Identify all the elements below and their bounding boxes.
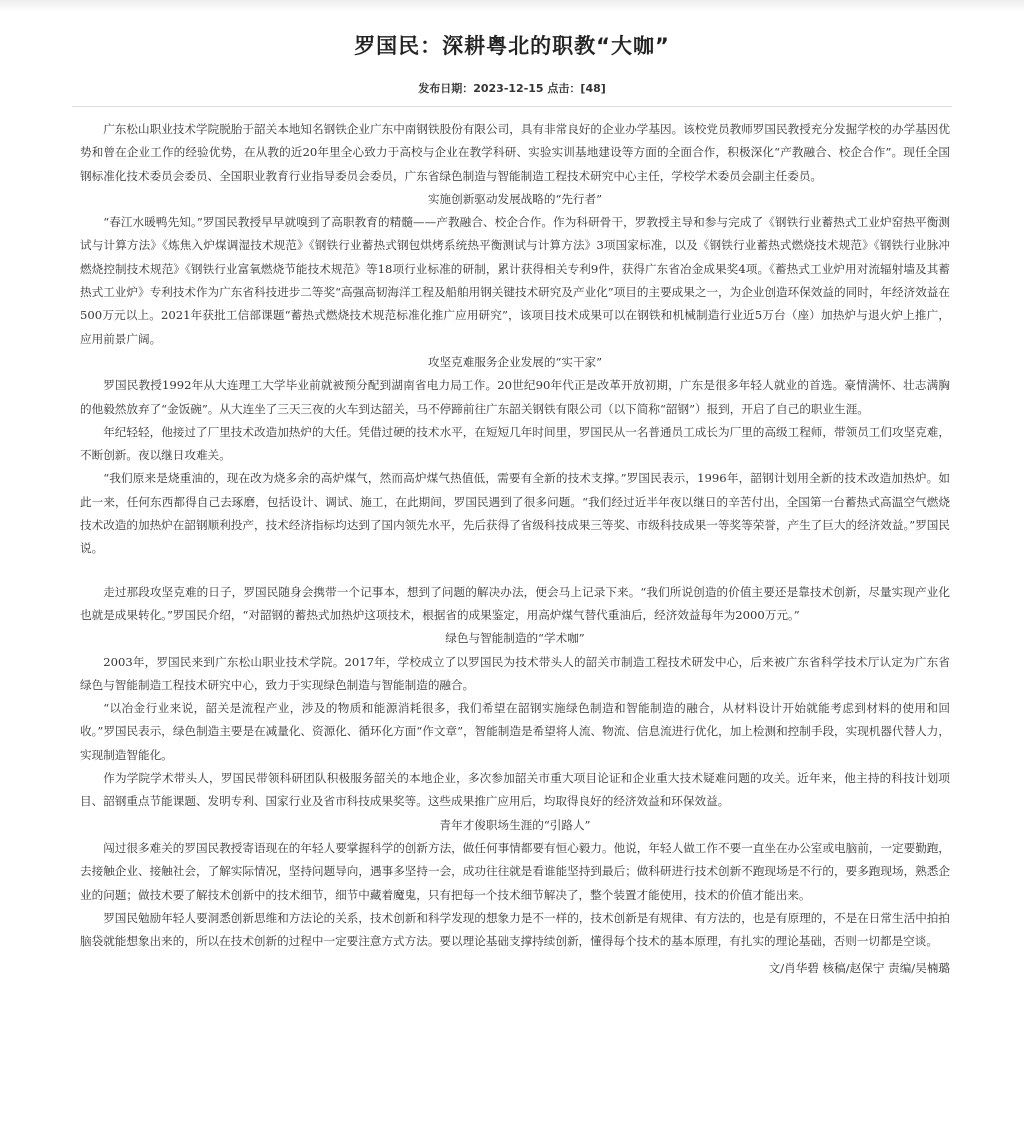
- article-meta: [0, 80, 1024, 96]
- article-title: 罗国民：深耕粤北的职教“大咖”: [354, 34, 670, 58]
- paragraph: 作为学院学术带头人，罗国民带领科研团队积极服务韶关的本地企业，多次参加韶关市重大项目论证和企业重大技术疑难问题的攻关。近年来，他主持的科技计划项目、韶钢重点节能课题、发明专利、国家行业及省市科技成果奖等。这些成果推广应用后，均取得良好的经济效益和环保效益。: [80, 771, 950, 809]
- top-bar: [0, 0, 1024, 12]
- clicks-label: 点击：: [547, 82, 581, 95]
- author-signature: 文/肖华碧 核稿/赵保宁 责编/吴楠璐: [768, 961, 950, 976]
- paragraph: “春江水暖鸭先知。”罗国民教授早早就嗅到了高职教育的精髓——产教融合、校企合作。作为科研骨干，罗教授主导和参与完成了《钢铁行业蓄热式工业炉窑热平衡测试与计算方法》《炼焦入炉煤调湿技术规范》《钢铁行业蓄热式钢包烘烤系统热平衡测试与计算方法》3项国家标准，以及《钢铁行业蓄热式燃烧技术规范》《钢铁行业脉冲燃烧控制技术规范》《钢铁行业富氧燃烧节能技术规范》等18项行业标准的研制，累计获得相关专利9件，获得广东省冶金成果奖4项。《蓄热式工业炉用对流辐射墙及其蓄热式工业炉》专利技术作为广东省科技进步二等奖“高强高韧海洋工程及船舶用钢关键技术研究及产业化”项目的主要成果之一，为企业创造环保效益的同时，年经济效益在500万元以上。2021年获批工信部课题“蓄热式燃烧技术规范标准化推广应用研究”，该项目技术成果可以在钢铁和机械制造行业近5万台（座）加热炉与退火炉上推广，应用前景广阔。: [80, 215, 950, 346]
- paragraph: “以冶金行业来说，韶关是流程产业，涉及的物质和能源消耗很多，我们希望在韶钢实施绿色制造和智能制造的融合，从材料设计开始就能考虑到材料的使用和回收。”罗国民表示，绿色制造主要是在减量化、资源化、循环化方面“作文章”，智能制造是希望将人流、物流、信息流进行优化，加上检测和控制手段，实现机器代替人力，实现制造智能化。: [80, 701, 950, 762]
- clicks-value: [48]: [580, 82, 606, 95]
- paragraph: 闯过很多难关的罗国民教授寄语现在的年轻人要掌握科学的创新方法，做任何事情都要有恒心毅力。他说，年轻人做工作不要一直坐在办公室或电脑前，一定要勤跑，去接触企业、接触社会，了解实际情况，坚持问题导向，遇事多坚持一会，成功往往就是看谁能坚持到最后；做科研进行技术创新不跑现场是不行的，要多跑现场，熟悉企业的问题；做技术要了解技术创新中的技术细节，细节中藏着魔鬼，只有把每一个技术细节解决了，整个装置才能使用，技术的价值才能出来。: [80, 840, 950, 902]
- section-heading-2: 攻坚克难服务企业发展的“实干家”: [427, 354, 603, 369]
- section-heading-3: 绿色与智能制造的“学术咖”: [445, 631, 585, 646]
- paragraph: 年纪轻轻，他接过了厂里技术改造加热炉的大任。凭借过硬的技术水平，在短短几年时间里，罗国民从一名普通员工成长为厂里的高级工程师，带领员工们攻坚克难，不断创新。夜以继日攻难关。: [80, 424, 950, 463]
- spacer: [80, 561, 950, 581]
- header-divider: [72, 106, 952, 107]
- paragraph: 走过那段攻坚克难的日子，罗国民随身会携带一个记事本，想到了问题的解决办法，便会马上记录下来。“我们所说创造的价值主要还是靠技术创新，尽量实现产业化也就是成果转化。”罗国民介绍，“对韶钢的蓄热式加热炉这项技术，根据省的成果鉴定，用高炉煤气替代重油后，经济效益每年为2000万元。”: [80, 584, 950, 622]
- article-body: [80, 118, 950, 981]
- paragraph: “我们原来是烧重油的，现在改为烧多余的高炉煤气，然而高炉煤气热值低，需要有全新的技术支撑。”罗国民表示，1996年，韶钢计划用全新的技术改造加热炉。如此一来，任何东西都得自己去琢磨，包括设计、调试、施工，在此期间，罗国民遇到了很多问题。“我们经过近半年夜以继日的辛苦付出，全国第一台蓄热式高温空气燃烧技术改造的加热炉在韶钢顺利投产，技术经济指标均达到了国内领先水平，先后获得了省级科技成果三等奖、市级科技成果一等奖等荣誉，产生了巨大的经济效益。”罗国民说。: [80, 471, 950, 556]
- paragraph: 罗国民教授1992年从大连理工大学毕业前就被预分配到湖南省电力局工作。20世纪90年代正是改革开放初期，广东是很多年轻人就业的首选。豪情满怀、壮志满胸的他毅然放弃了“金饭碗”。从大连坐了三天三夜的火车到达韶关，马不停蹄前往广东韶关钢铁有限公司（以下简称“韶钢”）报到，开启了自己的职业生涯。: [80, 378, 950, 416]
- publish-label: 发布日期：: [418, 82, 474, 95]
- section-heading-4: 青年才俊职场生涯的“引路人”: [439, 817, 591, 832]
- paragraph: 2003年，罗国民来到广东松山职业技术学院。2017年，学校成立了以罗国民为技术带头人的韶关市制造工程技术研发中心，后来被广东省科学技术厅认定为广东省绿色与智能制造工程技术研究中心，致力于实现绿色制造与智能制造的融合。: [80, 654, 950, 692]
- paragraph-intro: 广东松山职业技术学院脱胎于韶关本地知名钢铁企业广东中南钢铁股份有限公司，具有非常良好的企业办学基因。该校党员教师罗国民教授充分发掘学校的办学基因优势和曾在企业工作的经验优势，在从教的近20年里全心致力于高校与企业在教学科研、实验实训基地建设等方面的全面合作，积极深化“产教融合、校企合作”。现任全国钢标准化技术委员会委员、全国职业教育行业指导委员会委员，广东省绿色制造与智能制造工程技术研究中心主任，学校学术委员会副主任委员。: [80, 122, 950, 183]
- publish-date: 2023-12-15: [473, 82, 544, 95]
- section-heading-1: 实施创新驱动发展战略的“先行者”: [427, 191, 603, 206]
- paragraph: 罗国民勉励年轻人要洞悉创新思维和方法论的关系，技术创新和科学发现的想象力是不一样的，技术创新是有规律、有方法的，也是有原理的，不是在日常生活中拍拍脑袋就能想象出来的，所以在技术创新的过程中一定要注意方式方法。要以理论基础支撑持续创新，懂得每个技术的基本原理，有扎实的理论基础，否则一切都是空谈。: [80, 910, 950, 949]
